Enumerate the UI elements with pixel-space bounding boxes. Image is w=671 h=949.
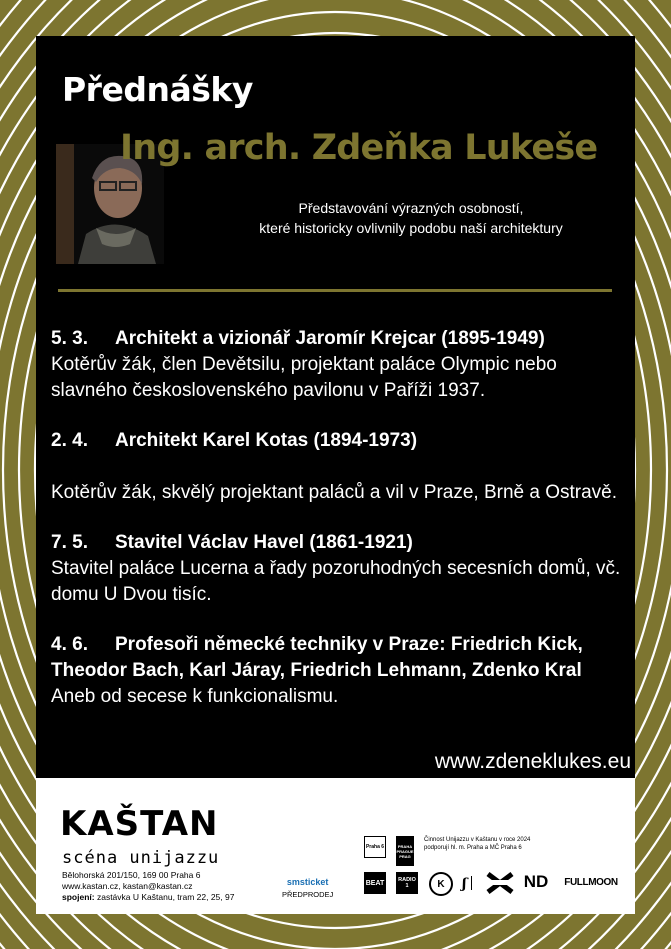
lecture-description: Kotěrův žák, skvělý projektant paláců a vil v Praze, Brně a Ostravě. bbox=[51, 482, 618, 503]
beat-logo: BEAT bbox=[364, 872, 386, 894]
transport-label: spojení: bbox=[62, 892, 95, 902]
lecture-item bbox=[51, 428, 631, 506]
radio1-logo: RADIO 1 bbox=[396, 872, 418, 894]
ticket-name: smsticket bbox=[286, 877, 329, 887]
fund-logo bbox=[460, 872, 478, 894]
lecture-description: Stavitel paláce Lucerna a řady pozoruhodných secesních domů, vč. domu U Dvou tisíc. bbox=[51, 558, 621, 605]
lecture-date: 4. 6. bbox=[51, 634, 88, 655]
page-title: Přednášky bbox=[62, 70, 253, 109]
contact-line: www.kastan.cz, kastan@kastan.cz bbox=[62, 881, 193, 891]
address-line: Bělohorská 201/150, 169 00 Praha 6 bbox=[62, 870, 201, 880]
lecture-title: Architekt a vizionář Jaromír Krejcar (1895-1949) bbox=[115, 328, 545, 349]
lecture-date: 7. 5. bbox=[51, 532, 88, 553]
transport-info: zastávka U Kaštanu, tram 22, 25, 97 bbox=[96, 892, 235, 902]
ticket-logo[interactable] bbox=[282, 872, 333, 899]
tagline-line: Představování výrazných osobností, bbox=[298, 200, 524, 216]
lecture-heading bbox=[51, 530, 631, 556]
cross-logo bbox=[484, 870, 516, 896]
tagline-line: které historicky ovlivnily podobu naší architektury bbox=[259, 220, 563, 236]
fullmoon-logo: FULLMOON bbox=[564, 876, 618, 888]
ticket-sale: PŘEDPRODEJ bbox=[282, 890, 334, 899]
nd-logo: ND bbox=[523, 872, 549, 891]
lecture-title: Profesoři německé techniky v Praze: Friedrich Kick, bbox=[115, 634, 583, 655]
lecture-date: 2. 4. bbox=[51, 430, 88, 451]
website-link[interactable]: www.zdeneklukes.eu bbox=[434, 750, 631, 773]
lecture-title-cont: Theodor Bach, Karl Járay, Friedrich Lehmann, Zdenko Kral bbox=[51, 660, 582, 681]
lecture-heading bbox=[51, 428, 631, 454]
tagline bbox=[226, 198, 596, 238]
footer bbox=[36, 778, 635, 914]
lecture-heading bbox=[51, 632, 631, 658]
poster-panel bbox=[36, 36, 635, 778]
lecture-description: Aneb od secese k funkcionalismu. bbox=[51, 686, 339, 707]
lecture-description: Kotěrův žák, člen Devětsilu, projektant paláce Olympic nebo slavného československého pavilonu v Paříži 1937. bbox=[51, 354, 557, 401]
lecture-date: 5. 3. bbox=[51, 328, 88, 349]
transport-line bbox=[62, 892, 234, 903]
support-text bbox=[424, 836, 624, 852]
k-seal-logo: K bbox=[429, 872, 453, 896]
divider bbox=[58, 289, 612, 292]
lecture-list bbox=[51, 326, 631, 734]
support-line: podporují hl. m. Praha a MČ Praha 6 bbox=[424, 845, 522, 851]
praha6-logo: Praha 6 bbox=[364, 836, 386, 858]
lecture-title: Stavitel Václav Havel (1861-1921) bbox=[115, 532, 413, 553]
lecture-item bbox=[51, 632, 631, 710]
venue-address bbox=[62, 870, 234, 903]
svg-text:ʃ: ʃ bbox=[462, 876, 467, 892]
spacer bbox=[51, 454, 631, 480]
praha-logo: PRAHA PRAGUE PRAG bbox=[396, 836, 414, 866]
lecture-heading bbox=[51, 326, 631, 352]
lecture-item bbox=[51, 326, 631, 404]
kastan-logo-sub: scéna unijazzu bbox=[62, 848, 220, 868]
lecturer-name: Ing. arch. Zdeňka Lukeše bbox=[120, 128, 598, 168]
lecture-title: Architekt Karel Kotas (1894-1973) bbox=[115, 430, 418, 451]
kastan-logo: KAŠTAN bbox=[60, 804, 219, 844]
lecture-item bbox=[51, 530, 631, 608]
support-line: Činnost Unijazzu v Kaštanu v roce 2024 bbox=[424, 837, 531, 843]
